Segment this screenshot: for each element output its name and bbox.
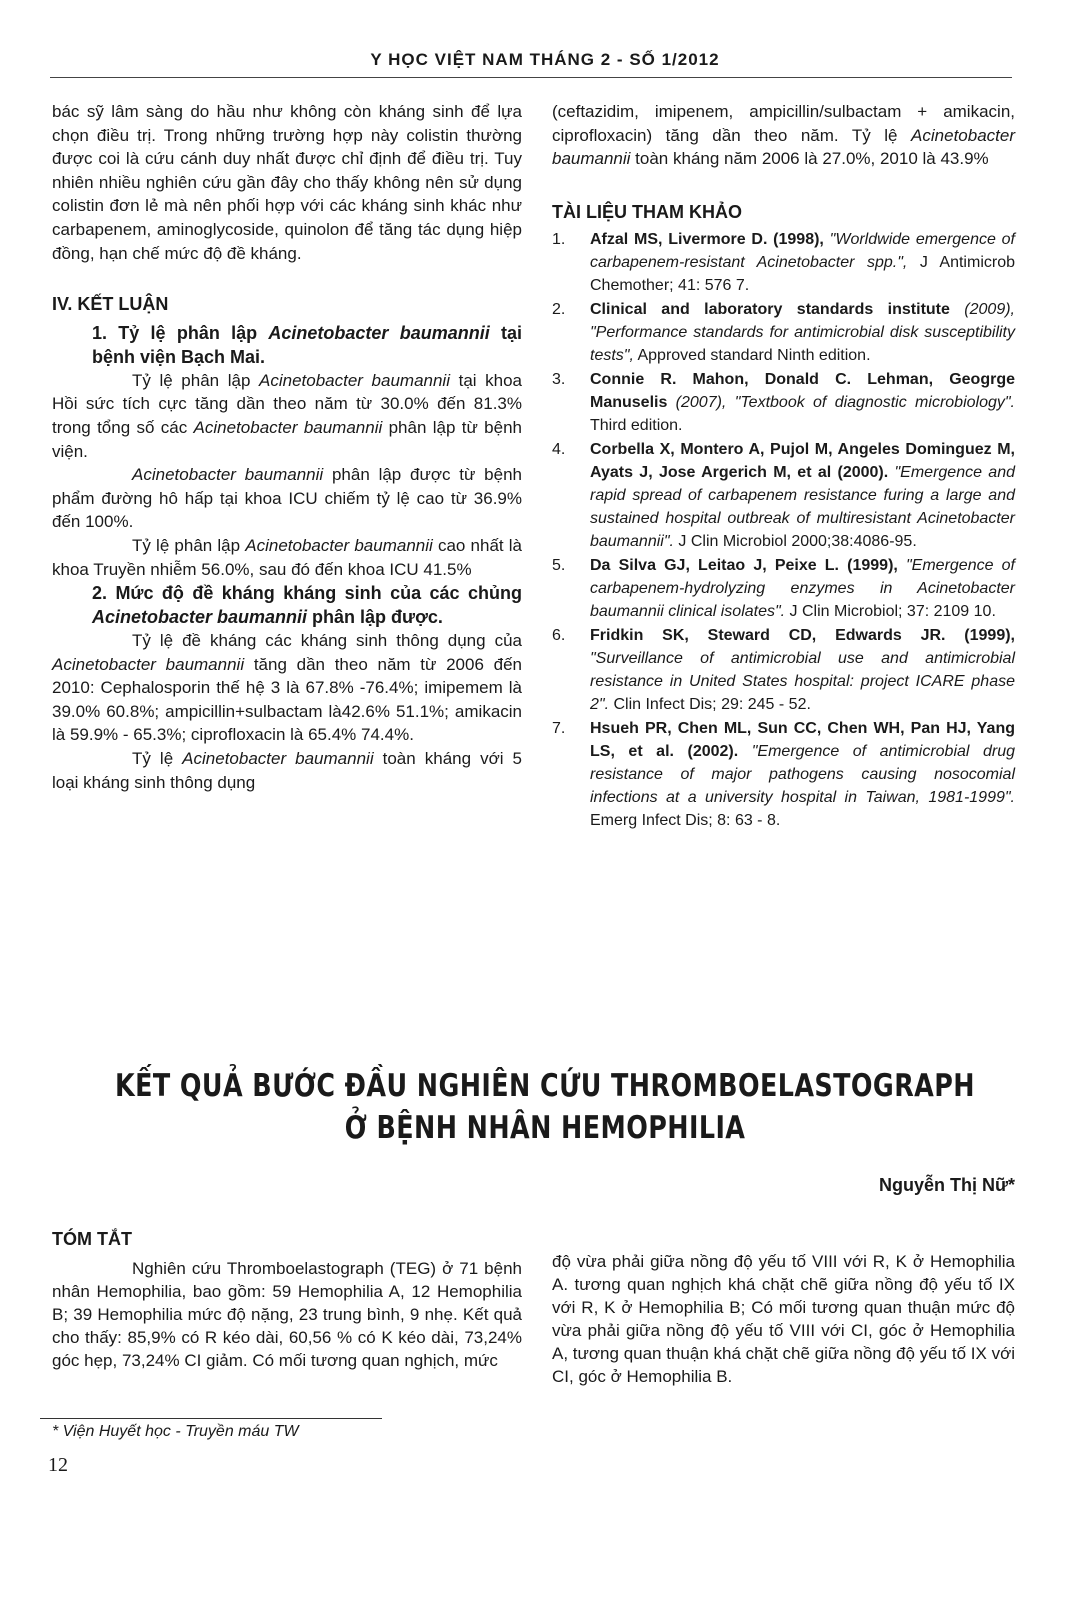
reference-item: 7. Hsueh PR, Chen ML, Sun CC, Chen WH, Pan HJ, Yang LS, et al. (2002). "Emergence of antimicrobial drug resistance of major pathogens causing nosocomial infections at a university hospital in Taiwan, 1981-1999". Emerg Infect Dis; 8: 63 - 8.: [552, 720, 1016, 830]
page-number: 12: [48, 1454, 68, 1476]
conclusion-paragraph-4: Tỷ lệ đề kháng các kháng sinh thông dụng của Acinetobacter baumannii tăng dần theo năm từ 2006 đến 2010: Cephalosporin thế hệ 3 là 67.8% -76.4%; imipemem là 39.0% 60.8%; ampicillin+sulbactam là42.6% 51.1%; amikacin là 59.9% - 65.3%; ciprofloxacin là 65.4% 74.4%.: [52, 631, 522, 745]
reference-item: 3. Connie R. Mahon, Donald C. Lehman, Geogrge Manuselis (2007), "Textbook of diagnostic microbiology". Third edition.: [552, 371, 1015, 435]
subheading-2: 2. Mức độ đề kháng kháng sinh của các chủng Acinetobacter baumannii phân lập được.: [92, 583, 522, 628]
subheading-1: 1. Tỷ lệ phân lập Acinetobacter baumannii tại bệnh viện Bạch Mai.: [92, 322, 522, 367]
conclusion-paragraph-1: Tỷ lệ phân lập Acinetobacter baumannii tại khoa Hồi sức tích cực tăng dần theo năm từ 30.0% đến 81.3% trong tổng số các Acinetobacter baumannii phân lập từ bệnh viện.: [52, 370, 523, 461]
article-author: Nguyễn Thị Nữ*: [878, 1175, 1015, 1195]
conclusion-paragraph-2: Acinetobacter baumannii phân lập được từ bệnh phẩm đường hô hấp tại khoa ICU chiếm tỷ lệ cao từ 36.9% đến 100%.: [52, 465, 522, 532]
conclusion-paragraph-3: Tỷ lệ phân lập Acinetobacter baumannii cao nhất là khoa Truyền nhiễm 56.0%, sau đó đến khoa ICU 41.5%: [52, 535, 523, 579]
right-column: [552, 100, 1015, 833]
footnote: * Viện Huyết học - Truyền máu TW: [52, 1423, 299, 1440]
reference-item: 1. Afzal MS, Livermore D. (1998), "Worldwide emergence of carbapenem-resistant Acinetobacter spp.", J Antimicrob Chemother; 41: 576 7.: [552, 231, 1015, 295]
abstract-heading: TÓM TẮT: [52, 1229, 132, 1249]
abstract-paragraph-part-1: Nghiên cứu Thromboelastograph (TEG) ở 71 bệnh nhân Hemophilia, bao gồm: 59 Hemophilia A, 12 Hemophilia B; 39 Hemophilia mức độ nặng, 23 trung bình, 9 nhẹ. Kết quả cho thấy: 85,9% có R kéo dài, 60,56 % có K kéo dài, 73,24% góc hẹp, 73,24% CI giảm. Có mối tương quan nghịch, mức: [52, 1259, 522, 1370]
article-title: [98, 1065, 992, 1149]
reference-item: 2. Clinical and laboratory standards institute (2009), "Performance standards for antimicrobial disk susceptibility tests", Approved standard Ninth edition.: [552, 301, 1016, 365]
reference-item: 6. Fridkin SK, Steward CD, Edwards JR. (1999), "Surveillance of antimicrobial use and antimicrobial resistance in United States hospital: project ICARE phase 2". Clin Infect Dis; 29: 245 - 52.: [552, 627, 1015, 714]
abstract-paragraph-part-2: độ vừa phải giữa nồng độ yếu tố VIII với R, K ở Hemophilia A. tương quan nghịch khá chặt chẽ giữa nồng độ yếu tố IX với R, K ở Hemophilia B; Có mối tương quan thuận mức độ vừa phải giữa nồng độ yếu tố VIII với CI, góc ở Hemophilia A, tương quan thuận khá chặt chẽ giữa nồng độ yếu tố IX với CI, góc ở Hemophilia B.: [552, 1252, 1015, 1386]
reference-item: 4. Corbella X, Montero A, Pujol M, Angeles Dominguez M, Ayats J, Jose Argerich M, et al (2000). "Emergence and rapid spread of carbapenem resistance furing a large and sustained hospital outbreak of multiresistant Acinetobacter baumannii". J Clin Microbiol 2000;38:4086-95.: [552, 441, 1016, 551]
reference-item: 5. Da Silva GJ, Leitao J, Peixe L. (1999), "Emergence of carbapenem-hydrolyzing enzymes in Acinetobacter baumannii clinical isolates". J Clin Microbiol; 37: 2109 10.: [552, 557, 1015, 621]
conclusion-paragraph-5: Tỷ lệ Acinetobacter baumannii toàn kháng với 5 loại kháng sinh thông dụng: [52, 749, 522, 792]
header-rule: [50, 77, 1012, 78]
abstract-right: [552, 1250, 1015, 1388]
continued-paragraph: (ceftazidim, imipenem, ampicillin/sulbactam + amikacin, ciprofloxacin) tăng dần theo năm. Tỷ lệ Acinetobacter baumannii toàn kháng năm 2006 là 27.0%, 2010 là 43.9%: [552, 102, 1015, 169]
article-title-line-2: Ở BỆNH NHÂN HEMOPHILIA: [344, 1110, 746, 1146]
running-header: Y HỌC VIỆT NAM THÁNG 2 - SỐ 1/2012: [370, 50, 720, 69]
section-heading-conclusion: IV. KẾT LUẬN: [52, 294, 169, 315]
intro-paragraph: bác sỹ lâm sàng do hầu như không còn kháng sinh để lựa chọn điều trị. Trong những trường hợp này colistin thường được coi là cứu cánh duy nhất được chỉ định để điều trị. Tuy nhiên nhiều nghiên cứu gần đây cho thấy không nên sử dụng colistin đơn lẻ mà nên phối hợp với các kháng sinh khác như carbapenem, aminoglycoside, quinolon để tăng tác dụng hiệp đồng, hạn chế mức độ đề kháng.: [52, 102, 522, 263]
reference-list: [552, 228, 1015, 832]
left-column: [52, 100, 522, 794]
article-title-line-1: KẾT QUẢ BƯỚC ĐẦU NGHIÊN CỨU THROMBOELASTOGRAPH: [114, 1068, 976, 1104]
abstract-left: [52, 1228, 522, 1372]
footnote-rule: [40, 1418, 382, 1419]
references-heading: TÀI LIỆU THAM KHẢO: [552, 201, 742, 222]
